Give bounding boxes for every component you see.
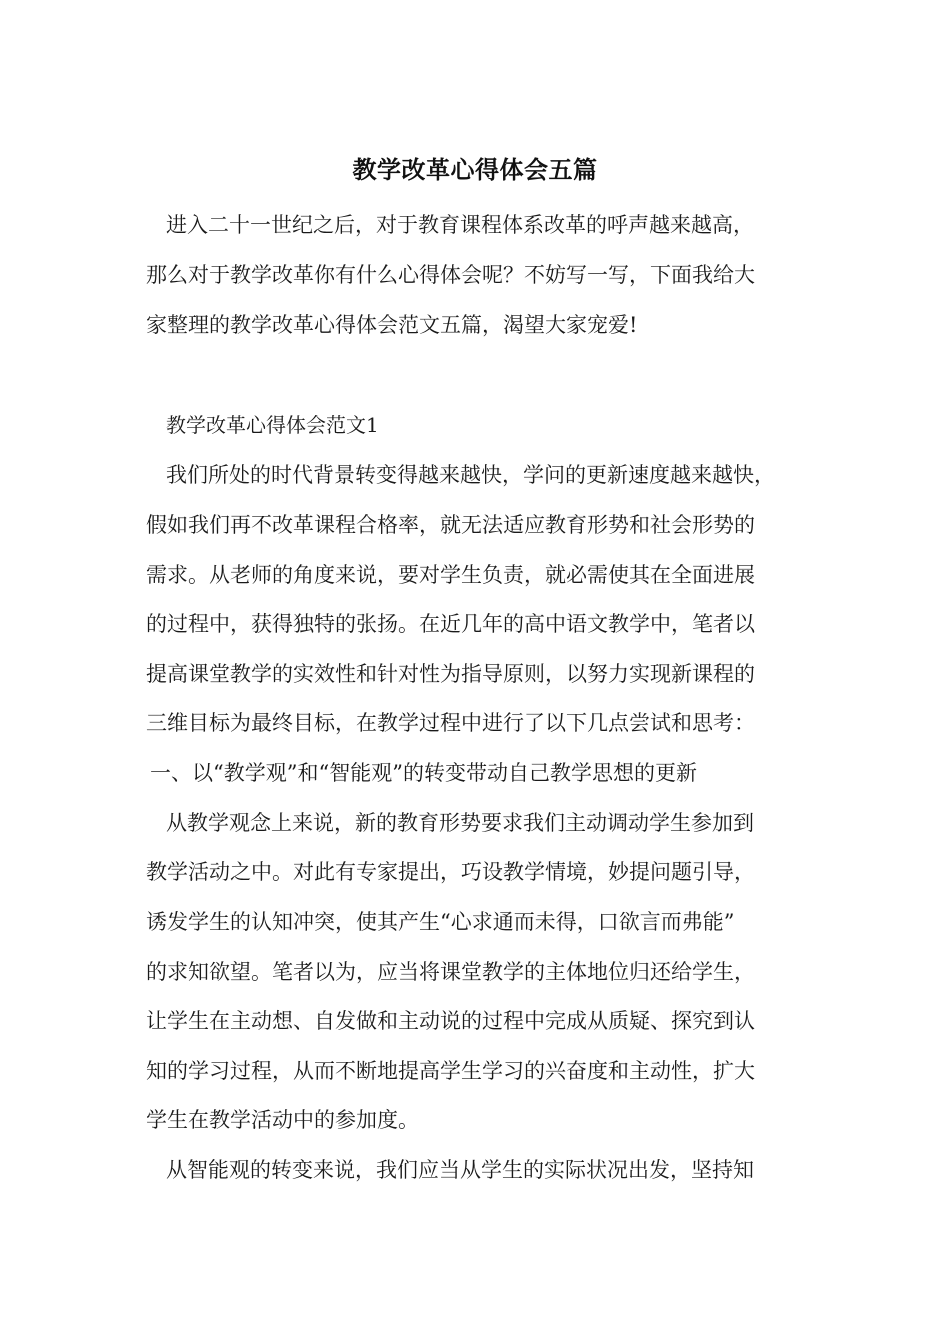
- paragraph-line: 教学活动之中。对此有专家提出，巧设教学情境，妙提问题引导，: [146, 860, 755, 884]
- paragraph-line: 需求。从老师的角度来说，要对学生负责，就必需使其在全面进展: [146, 563, 755, 587]
- paragraph-line: 三维目标为最终目标，在教学过程中进行了以下几点尝试和思考：: [146, 711, 755, 735]
- paragraph-line: 的求知欲望。笔者以为，应当将课堂教学的主体地位归还给学生，: [146, 960, 755, 984]
- paragraph-line: 的过程中，获得独特的张扬。在近几年的高中语文教学中，笔者以: [146, 612, 755, 636]
- paragraph-line: 让学生在主动想、自发做和主动说的过程中完成从质疑、探究到认: [146, 1009, 755, 1033]
- paragraph-line: 诱发学生的认知冲突，使其产生“心求通而未得，口欲言而弗能”: [146, 910, 735, 934]
- paragraph-line: 进入二十一世纪之后，对于教育课程体系改革的呼声越来越高，: [166, 213, 754, 237]
- paragraph-line: 那么对于教学改革你有什么心得体会呢？不妨写一写，下面我给大: [146, 263, 755, 287]
- paragraph-line: 学生在教学活动中的参加度。: [146, 1108, 419, 1132]
- document-title: 教学改革心得体会五篇: [352, 156, 598, 184]
- paragraph-line: 我们所处的时代背景转变得越来越快，学问的更新速度越来越快，: [166, 463, 775, 487]
- paragraph-line: 提高课堂教学的实效性和针对性为指导原则，以努力实现新课程的: [146, 662, 755, 686]
- subsection-heading: 一、以“教学观”和“智能观”的转变带动自己教学思想的更新: [150, 761, 697, 785]
- section-heading: 教学改革心得体会范文1: [166, 413, 379, 437]
- paragraph-line: 假如我们再不改革课程合格率，就无法适应教育形势和社会形势的: [146, 513, 755, 537]
- paragraph-line: 知的学习过程，从而不断地提高学生学习的兴奋度和主动性，扩大: [146, 1059, 755, 1083]
- paragraph-line: 从教学观念上来说，新的教育形势要求我们主动调动学生参加到: [166, 811, 754, 835]
- paragraph-line: 从智能观的转变来说，我们应当从学生的实际状况出发，坚持知: [166, 1158, 754, 1182]
- paragraph-line: 家整理的教学改革心得体会范文五篇，渴望大家宠爱!: [146, 313, 638, 337]
